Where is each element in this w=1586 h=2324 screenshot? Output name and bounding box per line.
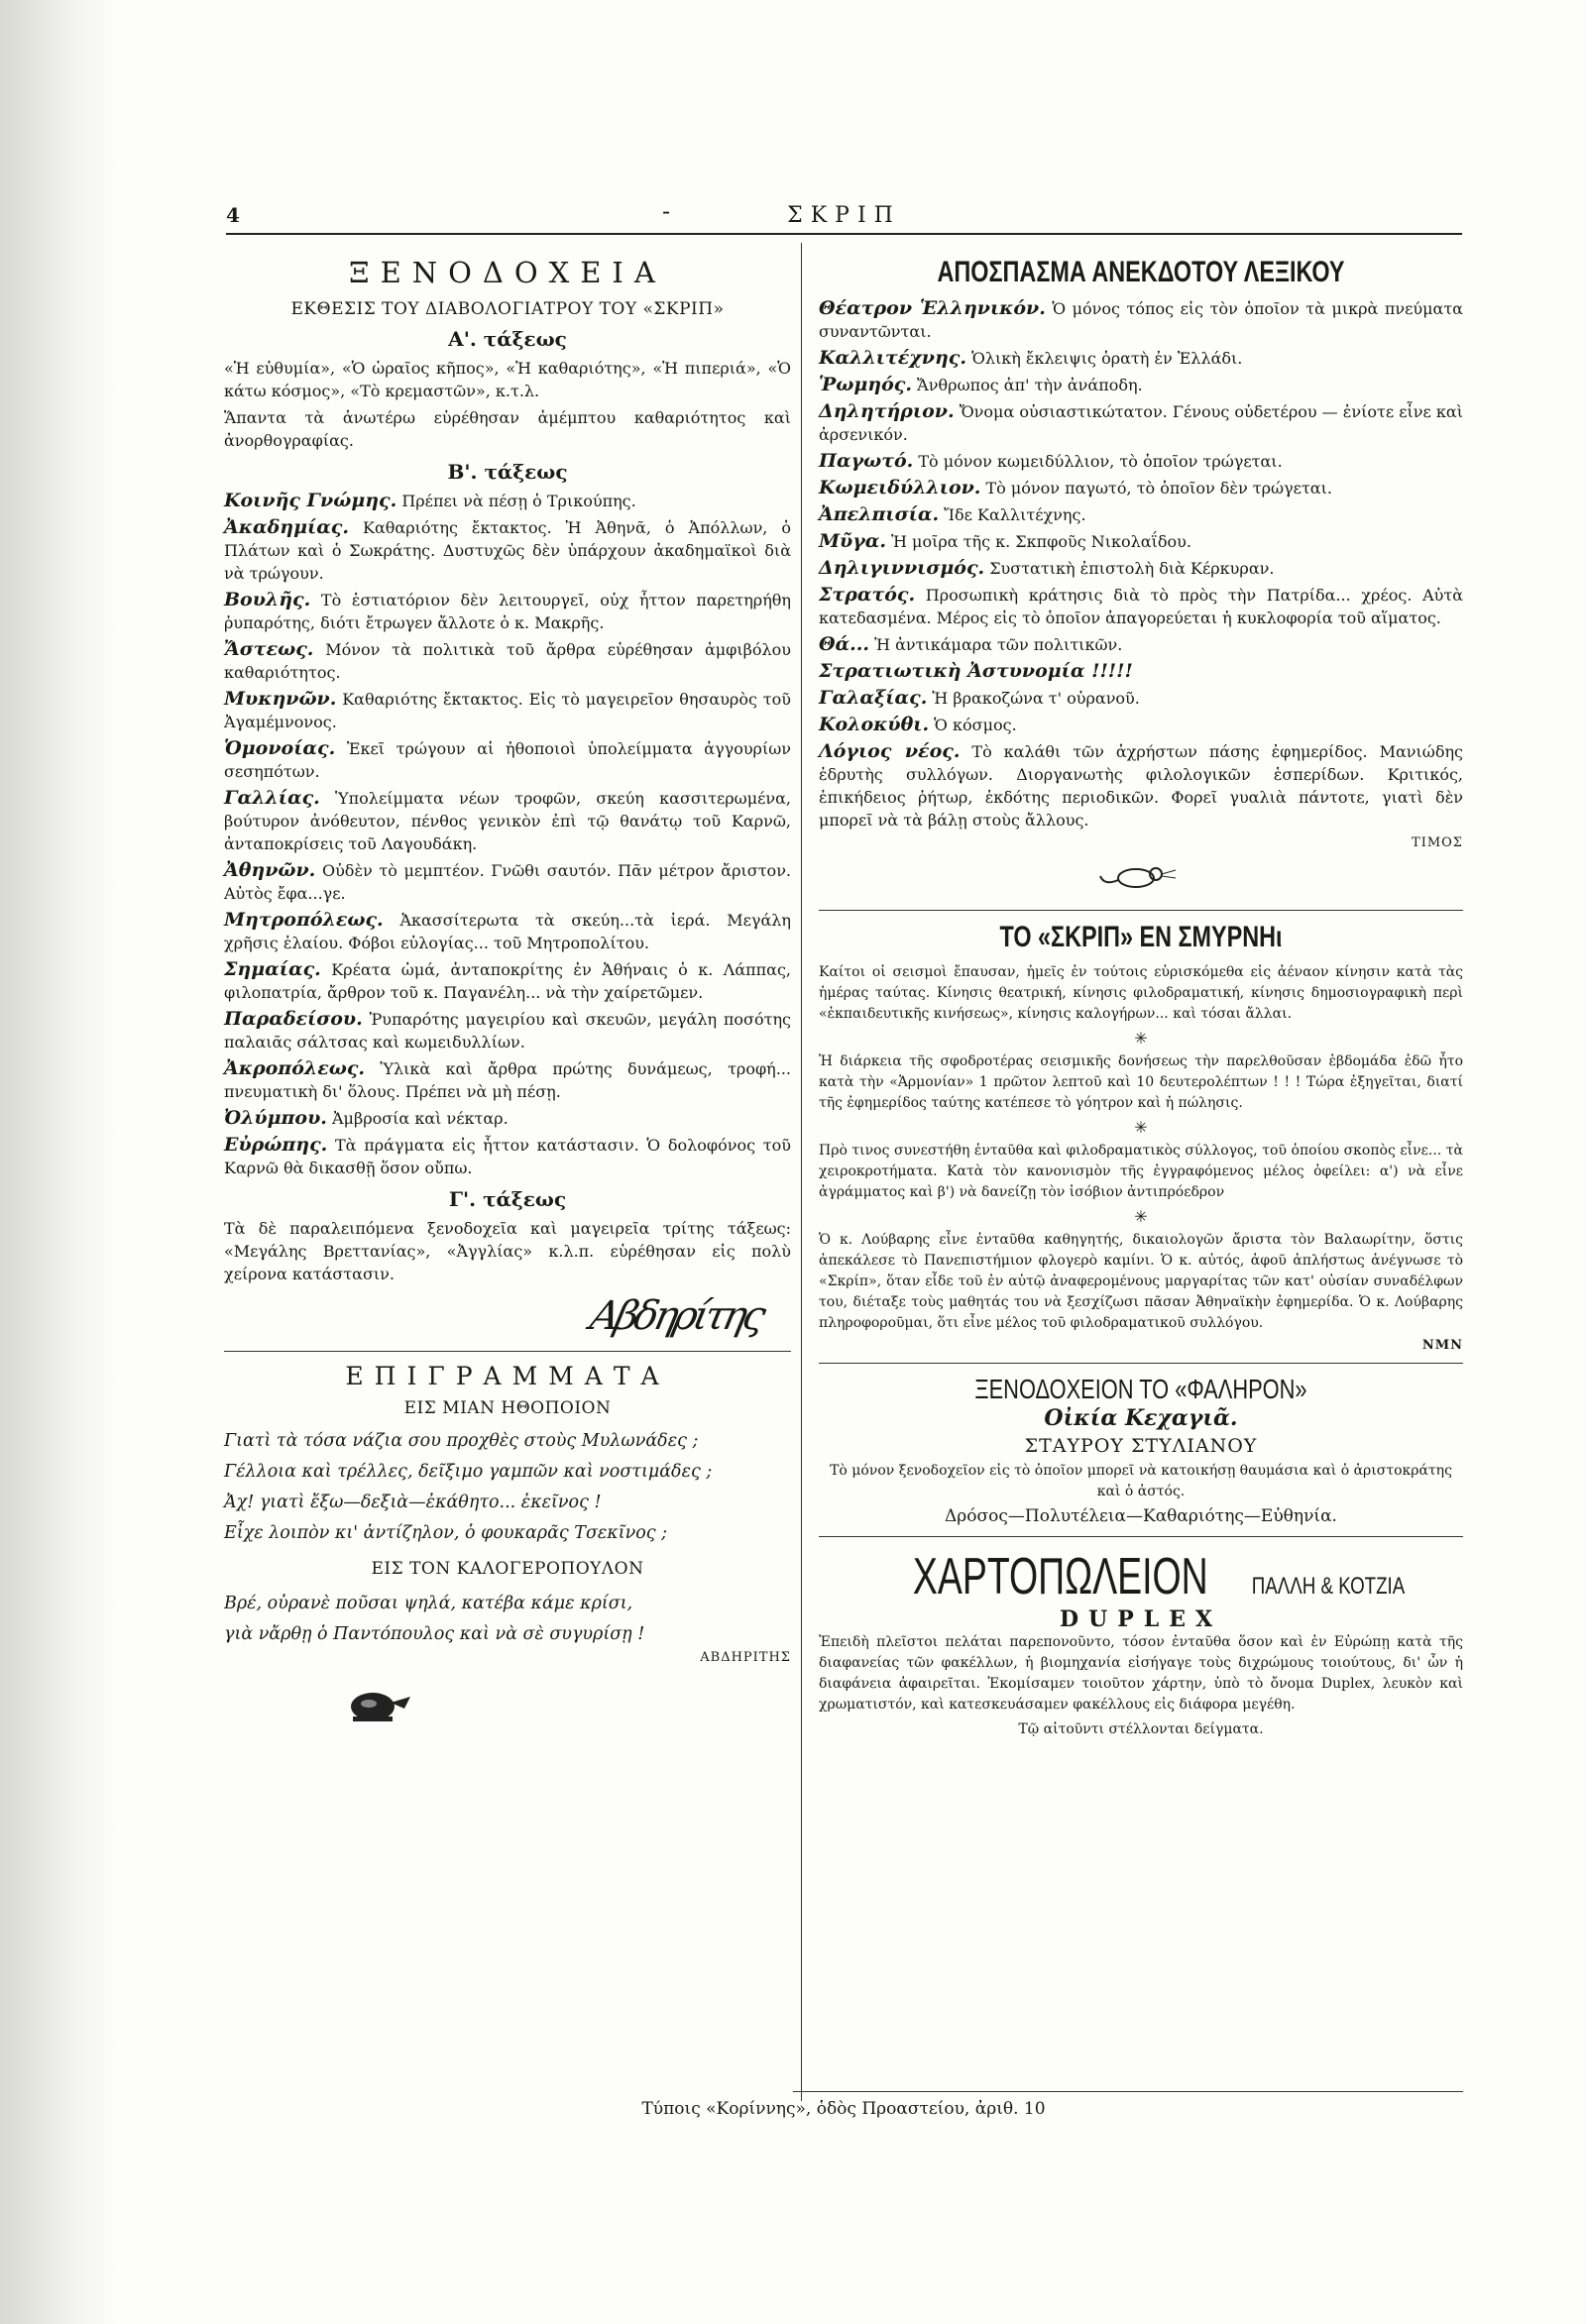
entry-text: Οὐδὲν τὸ μεμπτέον. Γνῶθι σαυτόν. Πᾶν μέτρον ἄριστον. Αὐτὸς ἔφα...γε. bbox=[224, 861, 791, 903]
entry-10 bbox=[819, 633, 1463, 656]
class-a-para-2: Ἅπαντα τὰ ἀνωτέρω εὑρέθησαν ἀμέμπτου καθαριότητος καὶ ἀνορθογραφίας. bbox=[224, 408, 791, 450]
section-rule-3 bbox=[819, 1363, 1463, 1364]
right-column bbox=[819, 256, 1463, 1744]
entry-name: Θέατρον Ἑλληνικόν. bbox=[819, 297, 1046, 319]
class-a-para-1: «Ἡ εὐθυμία», «Ὁ ὡραῖος κῆπος», «Ἡ καθαριότης», «Ἡ πιπεριά», «Ὁ κάτω κόσμος», «Τὸ κρεμαστῶν», κ.τ.λ. bbox=[224, 359, 791, 400]
epigram-1-title: ΕΙΣ ΜΙΑΝ ΗΘΟΠΟΙΟΝ bbox=[403, 1398, 612, 1418]
poem-line: Βρέ, οὐρανὲ ποῦσαι ψηλά, κατέβα κάμε κρίσι, bbox=[224, 1594, 633, 1613]
entry-text: Ὁ κόσμος. bbox=[929, 716, 1017, 734]
entry-text: Ἀμβροσία καὶ νέκταρ. bbox=[326, 1109, 509, 1128]
entry-text: Τὰ πράγματα εἰς ἧττον κατάστασιν. Ὁ δολοφόνος τοῦ Καρνῶ θὰ δικασθῇ ὅσον οὔπω. bbox=[224, 1136, 791, 1177]
entry-text: Ὄνομα οὐσιαστικώτατον. Γένους οὐδετέρου — ἐνίοτε εἶνε καὶ ἀρσενικόν. bbox=[819, 402, 1463, 444]
hotels-title: ΞΕΝΟΔΟΧΕΙΑ bbox=[349, 256, 666, 289]
entry-6 bbox=[819, 503, 1463, 526]
page-number: 4 bbox=[226, 203, 240, 227]
entry-4 bbox=[819, 450, 1463, 473]
epigram-2-title: ΕΙΣ ΤΟΝ ΚΑΛΟΓΕΡΟΠΟΥΛΟΝ bbox=[371, 1559, 644, 1579]
hotel-title: ΞΕΝΟΔΟΧΕΙΟΝ ΤΟ «ΦΑΛΗΡΟΝ» bbox=[974, 1374, 1307, 1404]
mouse-ornament bbox=[819, 856, 1463, 900]
section-rule-4 bbox=[819, 1536, 1463, 1537]
smyrna-para-2: Ἡ διάρκεια τῆς σφοδροτέρας σεισμικῆς δονήσεως τὴν παρελθοῦσαν ἑβδομάδα ἐδῶ ἦτο κατὰ τὴν «Ἁρμονίαν» 1 πρῶτον λεπτοῦ καὶ 10 δευτερολέπτων ! ! ! Τώρα ἐξηγεῖται, διατί τῆς ἐφημερίδος ταύτης κατέπεσε τὸ γόητρον καὶ ἡ πώλησις. bbox=[819, 1053, 1463, 1111]
entry-name: Γαλλίας. bbox=[224, 787, 320, 809]
star-ornament-icon: ✳ bbox=[1134, 1118, 1148, 1137]
mouse-icon bbox=[1096, 856, 1186, 896]
entry-name: Ἀπελπισία. bbox=[819, 503, 940, 525]
entry-text: Ἴδε Καλλιτέχνης. bbox=[939, 505, 1086, 524]
paper-shop-heading bbox=[819, 1547, 1463, 1606]
entry-name: Στρατιωτικὴ Ἀστυνομία !!!!! bbox=[819, 660, 1133, 682]
page-header bbox=[226, 197, 1462, 233]
entry-name: Καλλιτέχνης. bbox=[819, 347, 966, 369]
entry-7 bbox=[819, 530, 1463, 553]
smyrna-para-1: Καίτοι οἱ σεισμοὶ ἔπαυσαν, ἡμεῖς ἐν τούτοις εὑρισκόμεθα εἰς ἀέναον κίνησιν κατὰ τὰς ἡμέρας ταύτας. Κίνησις θεατρική, κίνησις φιλοδραματική, κίνησις δημοσιογραφικὴ περὶ «ἐκπαιδευτικῆς κινήσεως», κίνησις καλογήρων... καὶ τόσαι ἄλλαι. bbox=[819, 964, 1463, 1022]
entry-0 bbox=[224, 490, 791, 512]
entry-12 bbox=[224, 1107, 791, 1130]
lamp-ornament bbox=[343, 1679, 791, 1732]
paper-shop-owners: ΠΑΛΛΗ & ΚΟΤΖΙΑ bbox=[1252, 1573, 1406, 1600]
entry-text: Ὁ μόνος τόπος εἰς τὸν ὁποῖον τὰ μικρὰ πνεύματα συναντῶνται. bbox=[819, 299, 1463, 341]
entry-2 bbox=[224, 589, 791, 634]
entry-name: Ὁμονοίας. bbox=[224, 737, 336, 759]
entry-name: Κολοκύθι. bbox=[819, 714, 930, 735]
hotel-description: Τὸ μόνον ξενοδοχεῖον εἰς τὸ ὁποῖον μπορεῖ νὰ κατοικήσῃ θαυμάσια καὶ ὁ ἀριστοκράτης καὶ ὁ ἀστός. bbox=[830, 1463, 1452, 1499]
entry-8 bbox=[224, 909, 791, 954]
lexicon-title: ΑΠΟΣΠΑΣΜΑ ΑΝΕΚΔΟΤΟΥ ΛΕΞΙΚΟΥ bbox=[937, 256, 1345, 288]
entry-text: Ἡ μοῖρα τῆς κ. Σκπφοῦς Νικολαΐδου. bbox=[886, 532, 1191, 551]
column-divider bbox=[801, 243, 802, 2101]
smyrna-para-3: Πρὸ τινος συνεστήθη ἐνταῦθα καὶ φιλοδραματικὸς σύλλογος, τοῦ ὁποίου σκοπὸς εἶνε... τὰ χειροκροτήματα. Κατὰ τὸν κανονισμὸν τῆς ἐγγραφόμενος μέλος ὀφείλει: α') νὰ εἶνε ἀγράμματος καὶ β') νὰ δανείζῃ τὸν ἰσόβιον ἀντιπρόεδρον bbox=[819, 1143, 1463, 1200]
entry-name: Γαλαξίας. bbox=[819, 687, 928, 709]
oil-lamp-icon bbox=[343, 1679, 412, 1728]
star-ornament-icon: ✳ bbox=[1134, 1207, 1148, 1226]
paper-shop-title: ΧΑΡΤΟΠΩΛΕΙΟΝ bbox=[912, 1548, 1208, 1605]
entry-name: Ῥωμηός. bbox=[819, 374, 912, 395]
entry-text: Καθαριότης ἔκτακτος. Εἰς τὸ μαγειρεῖον θησαυρὸς τοῦ Ἀγαμέμνονος. bbox=[224, 690, 791, 731]
epigrams-title: ΕΠΙΓΡΑΜΜΑΤΑ bbox=[345, 1362, 670, 1390]
entry-7 bbox=[224, 859, 791, 905]
paper-shop-sub: DUPLEX bbox=[1059, 1606, 1223, 1632]
entry-name: Παραδείσου. bbox=[224, 1008, 363, 1030]
entry-12 bbox=[819, 687, 1463, 710]
entry-text: Ῥυπαρότης μαγειρίου καὶ σκευῶν, μεγάλη ποσότης παλαιᾶς σάλτσας καὶ κωμειδυλλίων. bbox=[224, 1010, 791, 1051]
entry-name: Ἀθηνῶν. bbox=[224, 859, 316, 881]
hotel-owner: ΣΤΑΥΡΟΥ ΣΤΥΛΙΑΝΟΥ bbox=[1024, 1435, 1258, 1457]
entry-4 bbox=[224, 688, 791, 733]
paper-shop-note: Τῷ αἰτοῦντι στέλλονται δείγματα. bbox=[1018, 1721, 1264, 1737]
entry-text: Ὑλικὰ καὶ ἄρθρα πρώτης δυνάμεως, τροφή... πνευματικὴ δι' ὅλους. Πρέπει νὰ μὴ πέσῃ. bbox=[224, 1059, 791, 1101]
entry-text: Πρέπει νὰ πέσῃ ὁ Τρικούπης. bbox=[396, 492, 636, 510]
entry-text: Τὸ ἑστιατόριον δὲν λειτουργεῖ, οὐχ ἧττον παρετηρήθη ῥυπαρότης, διότι ἔτρωγεν ἄλλοτε ὁ κ. Μακρῆς. bbox=[224, 591, 791, 632]
entry-9 bbox=[224, 958, 791, 1004]
entry-text: Μόνον τὰ πολιτικὰ τοῦ ἄρθρα εὑρέθησαν ἀμφιβόλου καθαριότητος. bbox=[224, 640, 791, 682]
smyrna-signature: ΝΜΝ bbox=[1421, 1338, 1463, 1353]
entry-11 bbox=[224, 1057, 791, 1103]
entry-text: Κρέατα ὠμά, ἀνταποκρίτης ἐν Ἀθήναις ὁ κ. Λάππας, φιλοπατρία, ἄρθρον τοῦ κ. Παγανέλη... νὰ τὴν χαίρετῶμεν. bbox=[224, 960, 791, 1002]
entry-name: Κωμειδύλλιον. bbox=[819, 477, 981, 498]
hotel-motto: Δρόσος—Πολυτέλεια—Καθαριότης—Εὐθηνία. bbox=[945, 1506, 1337, 1526]
class-c-para: Τὰ δὲ παραλειπόμενα ξενοδοχεῖα καὶ μαγειρεῖα τρίτης τάξεως: «Μεγάλης Βρεττανίας», «Ἀγγλίας» κ.λ.π. εὑρέθησαν εἰς πολὺ χείρονα κατάστασιν. bbox=[224, 1219, 791, 1283]
entry-name: Θά... bbox=[819, 633, 870, 655]
entry-name: Σημαίας. bbox=[224, 958, 321, 980]
entry-name: Ἄστεως. bbox=[224, 638, 314, 660]
entry-5 bbox=[224, 737, 791, 783]
entry-10 bbox=[224, 1008, 791, 1053]
class-a-heading: Α'. τάξεως bbox=[448, 327, 567, 351]
entry-text: Ὁλικὴ ἔκλειψις ὁρατὴ ἐν Ἑλλάδι. bbox=[966, 349, 1243, 368]
printer-footer: Τύποις «Κορίννης», ὁδὸς Προαστείου, ἀριθ. 10 bbox=[641, 2099, 1046, 2119]
handwritten-signature: Αβδηρίτης bbox=[586, 1293, 766, 1339]
entry-9 bbox=[819, 584, 1463, 629]
entry-name: Εὐρώπης. bbox=[224, 1134, 328, 1156]
header-dash: - bbox=[662, 197, 671, 225]
entry-name: Βουλῆς. bbox=[224, 589, 311, 610]
entry-text: Ἐκεῖ τρώγουν αἱ ἠθοποιοὶ ὑπολείμματα ἀγγουρίων σεσηπότων. bbox=[224, 739, 791, 781]
entry-14 bbox=[819, 740, 1463, 831]
footer-rule bbox=[793, 2091, 1463, 2092]
entry-text: Τὸ μόνον παγωτό, τὸ ὁποῖον δὲν τρώγεται. bbox=[980, 479, 1332, 498]
entry-0 bbox=[819, 297, 1463, 343]
epigram-2 bbox=[224, 1589, 791, 1650]
entry-name: Ὀλύμπου. bbox=[224, 1107, 327, 1129]
class-b-entries bbox=[224, 490, 791, 1179]
lexicon-entries bbox=[819, 297, 1463, 831]
entry-13 bbox=[224, 1134, 791, 1179]
poem-line: γιὰ νἄρθῃ ὁ Παντόπουλος καὶ νὰ σὲ συγυρίσῃ ! bbox=[224, 1624, 645, 1644]
section-rule-2 bbox=[819, 910, 1463, 911]
entry-text: Τὸ μόνον κωμειδύλλιον, τὸ ὁποῖον τρώγεται. bbox=[913, 452, 1283, 471]
class-b-heading: Β'. τάξεως bbox=[447, 460, 568, 484]
page-edge-shadow bbox=[0, 0, 119, 2324]
entry-8 bbox=[819, 557, 1463, 580]
smyrna-title: ΤΟ «ΣΚΡΙΠ» ΕΝ ΣΜΥΡΝΗι bbox=[999, 921, 1283, 953]
entry-text: Ἀκασσίτερωτα τὰ σκεύη...τὰ ἱερά. Μεγάλη χρῆσις ἐλαίου. Φόβοι εὐλογίας... τοῦ Μητροπολίτου. bbox=[224, 911, 791, 952]
entry-text: Καθαριότης ἔκτακτος. Ἡ Ἀθηνᾶ, ὁ Ἀπόλλων, ὁ Πλάτων καὶ ὁ Σωκράτης. Δυστυχῶς δὲν ὑπάρχουν ἀκαδημαϊκοὶ διὰ νὰ τρώγουν. bbox=[224, 518, 791, 583]
entry-1 bbox=[224, 516, 791, 585]
entry-name: Στρατός. bbox=[819, 584, 916, 606]
poem-line: Ἀχ! γιατὶ ἔξω—δεξιὰ—ἐκάθητο... ἐκεῖνος ! bbox=[224, 1493, 602, 1512]
entry-text: Ἡ ἀντικάμαρα τῶν πολιτικῶν. bbox=[869, 635, 1123, 654]
entry-1 bbox=[819, 347, 1463, 370]
poem-line: Γέλλοια καὶ τρέλλες, δεῖξιμο γαμπῶν καὶ νοστιμάδες ; bbox=[224, 1462, 713, 1482]
epigram-author: ΑΒΔΗΡΙΤΗΣ bbox=[700, 1650, 791, 1665]
paper-name: ΣΚΡΙΠ bbox=[787, 203, 901, 228]
entry-name: Δηλητήριον. bbox=[819, 400, 955, 422]
entry-name: Μυκηνῶν. bbox=[224, 688, 337, 710]
poem-line: Γιατὶ τὰ τόσα νάζια σου προχθὲς στοὺς Μυλωνάδες ; bbox=[224, 1431, 699, 1451]
epigram-1 bbox=[224, 1426, 791, 1549]
section-rule bbox=[224, 1351, 791, 1352]
entry-3 bbox=[819, 400, 1463, 446]
smyrna-para-4: Ὁ κ. Λούβαρης εἶνε ἐνταῦθα καθηγητής, δικαιολογῶν ἄριστα τὸν Βαλαωρίτην, ὅστις ἀπεκάλεσε τὸ Πανεπιστήμιον φλογερὸ καμίνι. Ὁ κ. αὐτός, ἀφοῦ ἀπλήστως ἀνέγνωσε τὸ «Σκρίπ», ὅταν εἶδε τοῦ ἐν αὐτῷ ἀναφερομένους μαργαρίτας τῶν κατ' οὐσίαν συναδέλφων του, διέταξε τοὺς μαθητάς του νὰ ξεσχίζωσι πᾶσαν Ἀθηναϊκὴν ἐφημερίδα. Ὁ κ. Λούβαρης πληροφοροῦμαι, ὅτι εἶνε μέλος τοῦ φιλοδραματικοῦ συλλόγου. bbox=[819, 1232, 1463, 1331]
entry-name: Μητροπόλεως. bbox=[224, 909, 384, 931]
entry-name: Παγωτό. bbox=[819, 450, 914, 472]
entry-6 bbox=[224, 787, 791, 855]
entry-text: Προσωπικὴ κράτησις διὰ τὸ πρὸς τὴν Πατρίδα... χρέος. Αὐτὰ κατεδασμένα. Μέρος εἰς τὸ ὁποῖον ἀπαγορεύεται ἡ κυκλοφορία τοῦ αἵματος. bbox=[819, 586, 1463, 627]
header-rule bbox=[226, 233, 1462, 235]
star-ornament-icon: ✳ bbox=[1134, 1029, 1148, 1048]
entry-text: Ἡ βρακοζώνα τ' οὐρανοῦ. bbox=[927, 689, 1140, 708]
lexicon-signature: ΤΙΜΟΣ bbox=[1412, 835, 1463, 850]
entry-3 bbox=[224, 638, 791, 684]
entry-2 bbox=[819, 374, 1463, 396]
entry-name: Ἀκαδημίας. bbox=[224, 516, 349, 538]
entry-text: Ἄνθρωπος ἀπ' τὴν ἀνάποδη. bbox=[911, 376, 1143, 394]
entry-name: Ἀκροπόλεως. bbox=[224, 1057, 366, 1079]
entry-name: Δηλιγιννισμός. bbox=[819, 557, 985, 579]
entry-name: Κοινῆς Γνώμης. bbox=[224, 490, 397, 511]
hotel-subtitle: Οἰκία Κεχαγιᾶ. bbox=[1044, 1405, 1238, 1431]
entry-text: Τὸ καλάθι τῶν ἀχρήστων πάσης ἐφημερίδος. Μανιώδης ἐδρυτὴς συλλόγων. Διοργανωτὴς φιλολογικῶν ἑσπερίδων. Κριτικός, ἐπικήδειος ῥήτωρ, ἐκδότης περιοδικῶν. Φορεῖ γυαλιὰ πάντοτε, γιατὶ δὲν μπορεῖ νὰ τὰ βάλῃ στοὺς ἄλλους. bbox=[819, 742, 1463, 830]
entry-text: Συστατικὴ ἐπιστολὴ διὰ Κέρκυραν. bbox=[984, 559, 1275, 578]
paper-shop-description: Ἐπειδὴ πλεῖστοι πελάται παρεπονοῦντο, τόσον ἐνταῦθα ὅσον καὶ ἐν Εὐρώπῃ κατὰ τῆς διαφανείας τῶν φακέλλων, ἡ βιομηχανία εἰσήγαγε τοὺς διχρώμους τοιούτους, δι' ὧν ἡ διαφάνεια ἀφαιρεῖται. Ἐκομίσαμεν τοιοῦτον χάρτην, ὑπὸ τὸ ὄνομα Duplex, λευκὸν καὶ χρωματιστόν, καὶ κατεσκευάσαμεν φακέλλους εἰς διάφορα μεγέθη. bbox=[819, 1634, 1463, 1713]
entry-text: Ὑπολείμματα νέων τροφῶν, σκεύη κασσιτερωμένα, βούτυρον ἀνόθευτον, πένθος γενικὸν ἐπὶ τῷ θανάτῳ τοῦ Καρνῶ, ἀνταποκρίσεις τοῦ Λαγουδάκη. bbox=[224, 789, 791, 853]
poem-line: Εἶχε λοιπὸν κι' ἀντίζηλον, ὁ φουκαρᾶς Τσεκῖνος ; bbox=[224, 1523, 668, 1543]
hotels-subtitle: ΕΚΘΕΣΙΣ ΤΟΥ ΔΙΑΒΟΛΟΓΙΑΤΡΟΥ ΤΟΥ «ΣΚΡΙΠ» bbox=[290, 299, 725, 319]
left-column bbox=[224, 256, 791, 1732]
entry-name: Λόγιος νέος. bbox=[819, 740, 961, 762]
entry-5 bbox=[819, 477, 1463, 499]
entry-name: Μῦγα. bbox=[819, 530, 886, 552]
entry-11 bbox=[819, 660, 1463, 683]
entry-13 bbox=[819, 714, 1463, 736]
class-c-heading: Γ'. τάξεως bbox=[448, 1187, 567, 1211]
